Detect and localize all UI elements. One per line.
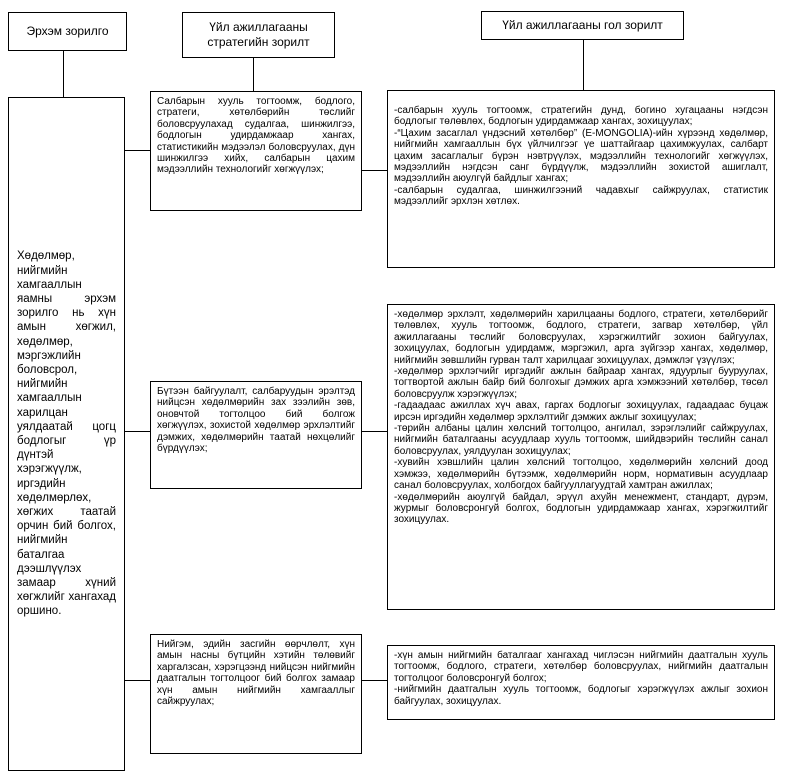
- connector-row2-right: [362, 431, 387, 432]
- strategic-goal-3-text: Нийгэм, эдийн засгийн өөрчлөлт, хүн амын насны бүтцийн хэтийн төлөвийг харгалзсан, хэрэгцээнд нийцсэн нийгмийн даатгалын тогтолцоог бий болгох замаар хүн амын нийгмийн хамгааллыг сайжруулах;: [157, 639, 355, 708]
- strategic-goal-2: [150, 381, 362, 489]
- strategic-goal-2-text: Бүтээн байгуулалт, салбаруудын эрэлтэд нийцсэн хөдөлмөрийн зах зээлийн зөв, оновчтой тогтолцоо бий болгож хөгжүүлэх, зохистой хөдөлмөр эрхлэлтийг дэмжих, хөдөлмөрийн таатай нөхцөлийг бүрдүүлэх;: [157, 386, 355, 455]
- main-goal-1: [387, 90, 775, 268]
- main-goal-2-item-6: -хөдөлмөрийн аюулгүй байдал, эрүүл ахуйн менежмент, стандарт, дүрэм, журмыг боловсронгуй болгох, бодлогын удирдамжаар хангах, хэрэгжилтийг зохицуулах.: [394, 491, 768, 526]
- connector-main: [583, 40, 584, 90]
- main-goal-2-item-1: -хөдөлмөр эрхлэлт, хөдөлмөрийн харилцааны бодлого, стратеги, хөтөлбөрийг төлөвлөх, хууль тогтоомж, бодлого, стратеги, загвар хөтөлбөр, үйл ажиллагааны төслийг боловсруулах, хэрэгжилтийг зохион байгуулах, зохицуулах, бодлогын удирдамж, мэргэжил, арга зүйгээр хангах, хөдөлмөр, нийгмийн зөвшлийн гурван талт харилцааг зохицуулах, дэмжлэг үзүүлэх;: [394, 309, 768, 366]
- strategic-goal-1-text: Салбарын хууль тогтоомж, бодлого, стратеги, хөтөлбөрийн төслийг боловсруулахад судалгаа, шинжилгээ, бодлогын удирдамжаар хангах, статистикийн мэдээлэл боловсруулах, дүн шинжилгээ хийх, салбарын цахим мэдээллийн технологийг хөгжүүлэх;: [157, 96, 355, 176]
- main-goal-header: [481, 11, 684, 40]
- main-goal-2-item-4: -төрийн албаны цалин хөлсний тогтолцоо, ангилал, зэрэглэлийг сайжруулах, нийгмийн баталгааны асуудлаар хууль тогтоомж, шийдвэрийн төслийн санал боловсруулах, уялдуулан зохицуулах;: [394, 423, 768, 457]
- main-goal-3-item-2: -нийгмийн даатгалын хууль тогтоомж, бодлогыг хэрэгжүүлэх ажлыг зохион байгуулах, зохицуулах.: [394, 684, 768, 707]
- main-goal-1-item-3: -салбарын судалгаа, шинжилгээний чадавхыг сайжруулах, статистик мэдээллийг эрхлэн хөтлөх.: [394, 184, 768, 208]
- connector-row2: [125, 431, 150, 432]
- main-goal-header-label: Үйл ажиллагааны гол зорилт: [502, 18, 663, 32]
- connector-strategic: [253, 58, 254, 91]
- connector-row1-right: [362, 170, 387, 171]
- main-goal-2-item-3: -гадаадаас ажиллах хүч авах, гаргах бодлогыг зохицуулах, гадаадаас буцаж ирсэн иргэдийн хөдөлмөр эрхлэлтийг дэмжих ажлыг зохицуулах;: [394, 400, 768, 423]
- main-goal-1-item-2: -“Цахим засаглал үндэсний хөтөлбөр” (E-MONGOLIA)-ийн хүрээнд хөдөлмөр, нийгмийн хамгааллын бүх үйлчилгээг үе шаттайгаар цахимжуулах, салбарт цахим засаглалыг бүрэн нэвтрүүлэх, мэдээллийн технологийг хөгжүүлэх, мэдээллийн нэгдсэн санг бүрдүүлж, мэдээллийн зохистой ашиглалт, мэдээллийн аюулгүй байдлыг хангах;: [394, 127, 768, 185]
- strategic-goal-3: [150, 634, 362, 754]
- strategic-goal-header-label: Үйл ажиллагааны стратегийн зорилт: [207, 20, 310, 49]
- connector-row3: [125, 680, 150, 681]
- strategic-goal-1: [150, 91, 362, 211]
- connector-mission: [63, 51, 64, 97]
- main-goal-2: [387, 304, 775, 610]
- mission-header: [8, 12, 127, 51]
- main-goal-3-item-1: -хүн амын нийгмийн баталгааг хангахад чиглэсэн нийгмийн даатгалын хууль тогтоомж, бодлого, стратеги, хөтөлбөр боловсруулах, нийгмийн даатгалын тогтолцоог боловсронгуй болгох;: [394, 650, 768, 684]
- main-goal-1-item-1: -салбарын хууль тогтоомж, стратегийн дунд, богино хугацааны нэгдсэн бодлогыг төлөвлөх, бодлогын удирдамжаар хангах, зохицуулах;: [394, 105, 768, 128]
- connector-row1: [125, 150, 150, 151]
- mission-text: Хөдөлмөр, нийгмийн хамгааллын яамны эрхэм зорилго нь хүн амын хөгжил, хөдөлмөр, мэргэжлийн боловсрол, нийгмийн хамгааллын харилцан уялдаатай цогц бодлогыг үр дүнтэй хэрэгжүүлж, иргэдийн хөдөлмөрлөх, хөгжих таатай орчин бий болгох, нийгмийн баталгаа дээшлүүлэх замаар хүний хөгжлийг хангахад оршино.: [17, 250, 116, 618]
- mission-header-label: Эрхэм зорилго: [26, 24, 109, 38]
- strategic-goal-header: [182, 12, 335, 58]
- main-goal-3: [387, 645, 775, 720]
- main-goal-2-item-2: -хөдөлмөр эрхлэгчийг иргэдийг ажлын байраар хангах, ядуурлыг бууруулах, тогтвортой ажлын байр бий болгохыг дэмжих арга хэмжээний хөтөлбөр, төсөл боловсруулж хэрэгжүүлэх;: [394, 366, 768, 400]
- mission-box: [8, 97, 125, 771]
- connector-row3-right: [362, 680, 387, 681]
- main-goal-2-item-5: -хувийн хэвшлийн цалин хөлсний тогтолцоо, хөдөлмөрийн хөлсний доод хэмжээ, хөдөлмөрийн бүтээмж, хөдөлмөрийн норм, нормативын асуудлаар санал боловсруулах, холбогдох байгууллагуудтай хамтран ажиллах;: [394, 457, 768, 492]
